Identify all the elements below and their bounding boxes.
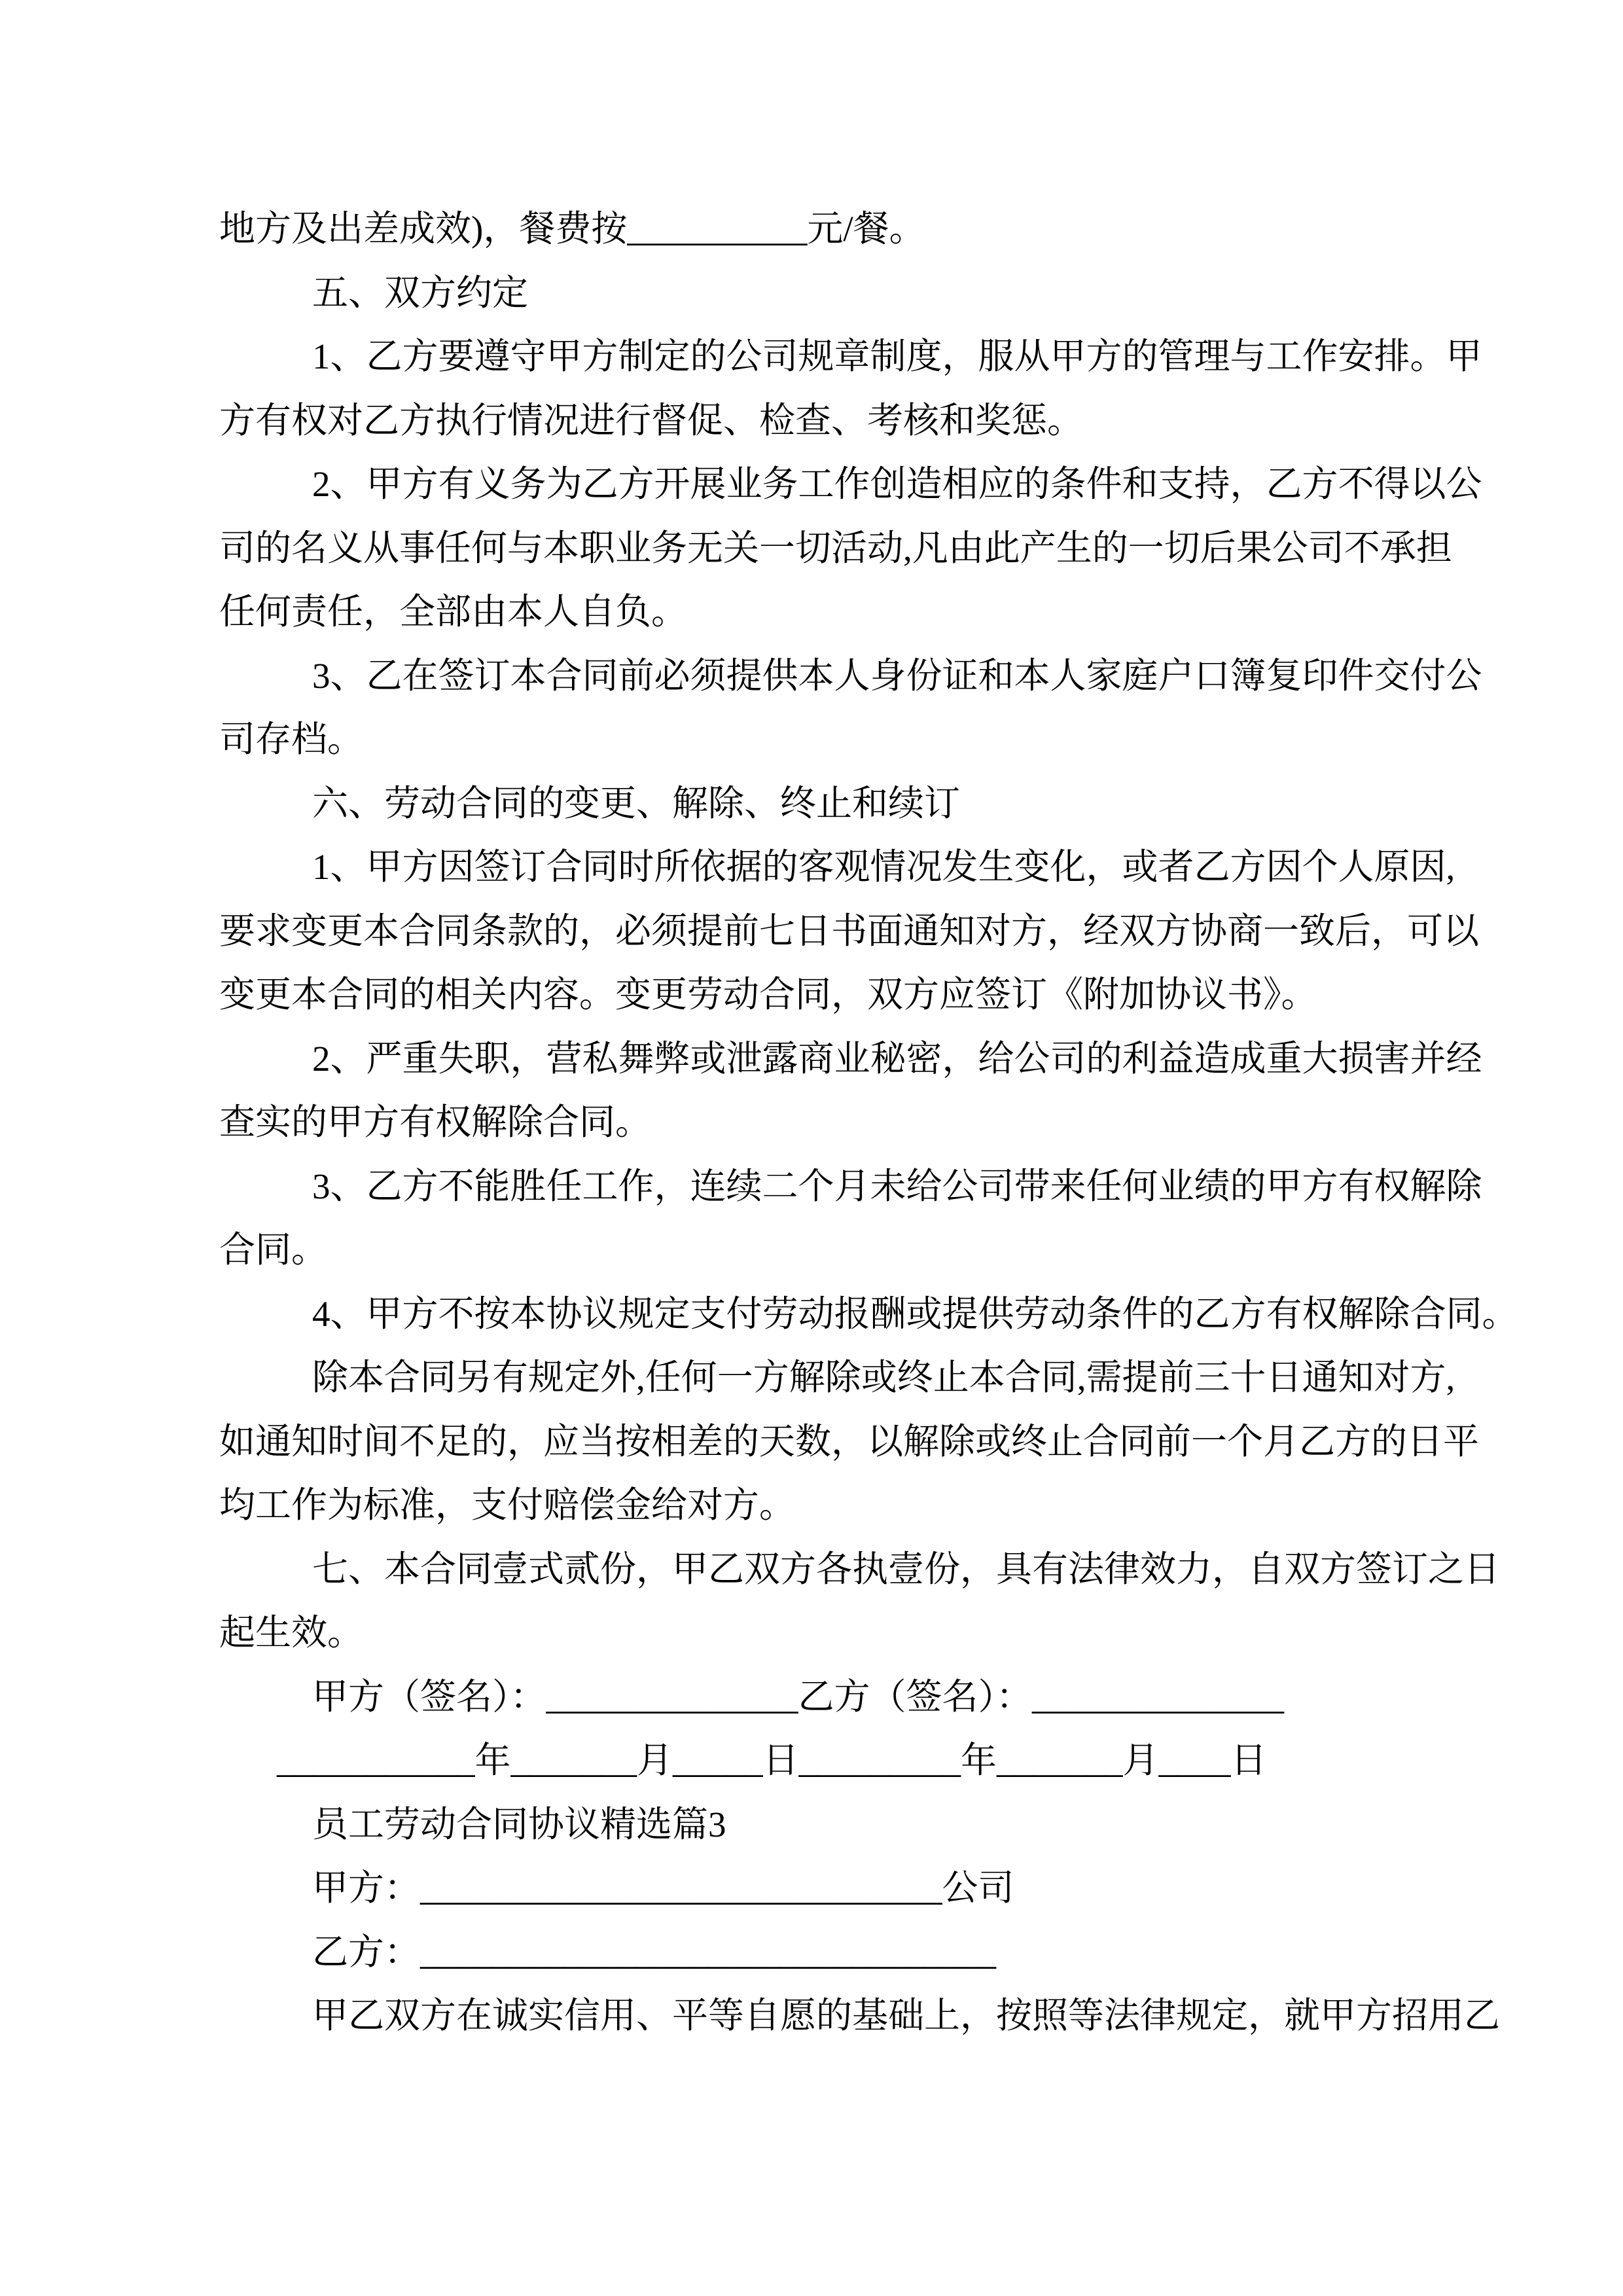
text-line: 合同。 <box>219 1230 328 1270</box>
text-line: 方有权对乙方执行情况进行督促、检查、考核和奖惩。 <box>219 400 1084 440</box>
text-line: 地方及出差成效)，餐费按__________元/餐。 <box>219 209 925 249</box>
text-line: 如通知时间不足的，应当按相差的天数，以解除或终止合同前一个月乙方的日平 <box>219 1421 1480 1462</box>
text-line: 六、劳动合同的变更、解除、终止和续订 <box>312 783 961 823</box>
text-line: 3、乙在签订本合同前必须提供本人身份证和本人家庭户口簿复印件交付公 <box>312 655 1482 696</box>
text-line: 3、乙方不能胜任工作，连续二个月未给公司带来任何业绩的甲方有权解除 <box>312 1166 1482 1206</box>
document-body <box>219 197 1518 2048</box>
text-line: 七、本合同壹式贰份，甲乙双方各执壹份，具有法律效力，自双方签订之日 <box>312 1549 1501 1589</box>
text-line: 变更本合同的相关内容。变更劳动合同，双方应签订《附加协议书》。 <box>219 975 1317 1014</box>
text-line: 司的名义从事任何与本职业务无关一切活动,凡由此产生的一切后果公司不承担 <box>219 528 1452 568</box>
text-line: 要求变更本合同条款的，必须提前七日书面通知对方，经双方协商一致后，可以 <box>219 910 1480 951</box>
text-line: 甲方：_____________________________公司 <box>312 1868 1014 1908</box>
text-line: 五、双方约定 <box>312 272 529 313</box>
text-line: 1、甲方因签订合同时所依据的客观情况发生变化，或者乙方因个人原因, <box>312 847 1455 887</box>
text-line: 甲方（签名）：______________乙方（签名）：______________ <box>312 1676 1285 1717</box>
text-line: 查实的甲方有权解除合同。 <box>219 1102 652 1142</box>
text-line: 甲乙双方在诚实信用、平等自愿的基础上，按照等法律规定，就甲方招用乙 <box>312 1996 1501 2036</box>
text-line: 均工作为标准，支付赔偿金给对方。 <box>219 1485 796 1525</box>
text-line: 2、甲方有义务为乙方开展业务工作创造相应的条件和支持，乙方不得以公 <box>312 464 1482 504</box>
text-line: 起生效。 <box>219 1613 364 1653</box>
text-line: 司存档。 <box>219 719 364 759</box>
text-line: 乙方：________________________________ <box>312 1931 997 1972</box>
text-line: 任何责任，全部由本人自负。 <box>219 592 688 632</box>
text-line: ___________年_______月_____日_________年_______月____日 <box>277 1740 1267 1780</box>
text-line: 除本合同另有规定外,任何一方解除或终止本合同,需提前三十日通知对方, <box>312 1357 1455 1397</box>
text-line: 2、严重失职，营私舞弊或泄露商业秘密，给公司的利益造成重大损害并经 <box>312 1038 1482 1079</box>
text-line: 4、甲方不按本协议规定支付劳动报酬或提供劳动条件的乙方有权解除合同。 <box>312 1293 1518 1334</box>
text-line: 1、乙方要遵守甲方制定的公司规章制度，服从甲方的管理与工作安排。甲 <box>312 336 1482 376</box>
text-line: 员工劳动合同协议精选篇3 <box>312 1804 726 1844</box>
